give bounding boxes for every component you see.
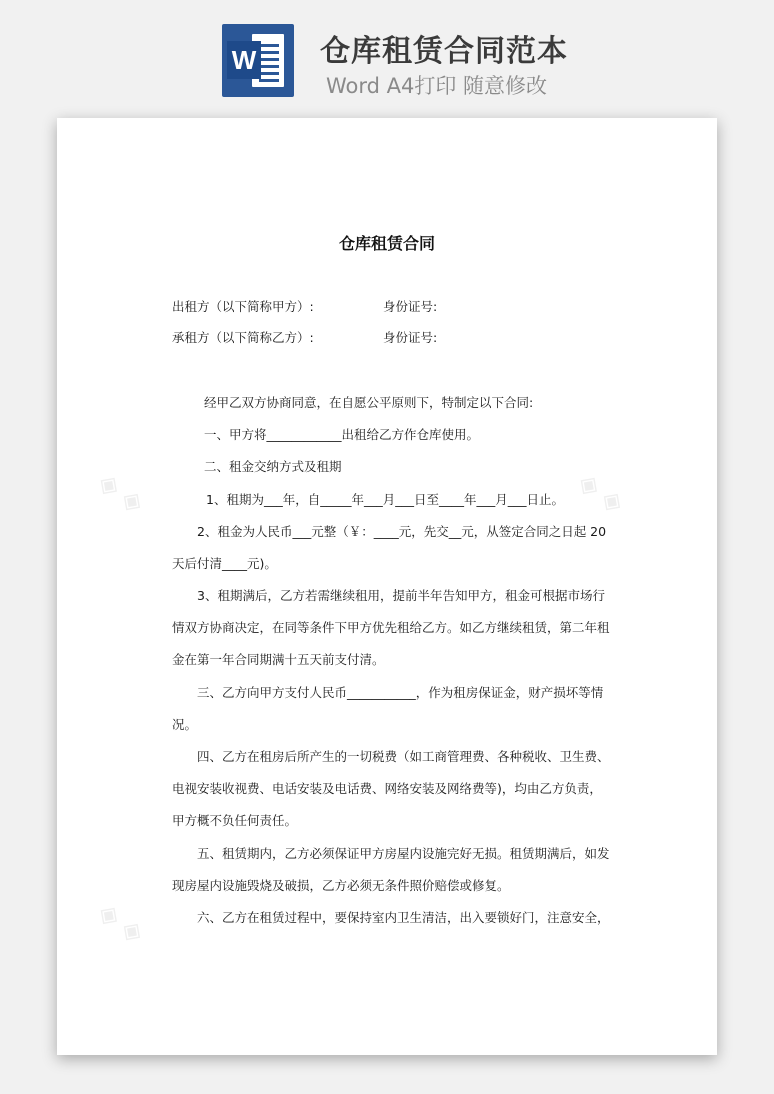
word-icon-letter: W	[227, 41, 261, 79]
paragraph-line: 情双方协商决定，在同等条件下甲方优先租给乙方。如乙方继续租赁，第二年租	[172, 620, 610, 635]
paragraph-line: 电视安装收视费、电话安装及电话费、网络安装及网络费等)，均由乙方负责，	[172, 781, 602, 796]
lessor-id-label: 身份证号:	[383, 299, 438, 314]
lessor-label: 出租方（以下简称甲方）:	[172, 299, 314, 314]
watermark: ◈ ◈	[92, 466, 150, 520]
paragraph-line: 现房屋内设施毁烧及破损，乙方必须无条件照价赔偿或修复。	[172, 878, 510, 893]
paragraph-line: 三、乙方向甲方支付人民币___________，作为租房保证金，财产损坏等情	[197, 685, 604, 700]
paragraph-line: 1、租期为___年，自_____年___月___日至____年___月___日止。	[206, 492, 564, 507]
watermark: ◈ ◈	[92, 896, 150, 950]
paragraph-line: 2、租金为人民币___元整（￥：____元，先交__元，从签定合同之日起 20	[197, 524, 607, 539]
paragraph-line: 六、乙方在租赁过程中，要保持室内卫生清洁，出入要锁好门，注意安全，	[197, 910, 610, 925]
paragraph-line: 五、租赁期内，乙方必须保证甲方房屋内设施完好无损。租赁期满后，如发	[197, 846, 610, 861]
paragraph-line: 3、租期满后，乙方若需继续租用，提前半年告知甲方，租金可根据市场行	[197, 588, 605, 603]
header-title: 仓库租赁合同范本	[320, 34, 568, 69]
document-title: 仓库租赁合同	[338, 234, 435, 253]
paragraph-line: 天后付清____元)。	[172, 556, 277, 571]
document-page	[57, 118, 717, 1055]
header-subtitle: Word A4打印 随意修改	[326, 74, 548, 98]
word-icon	[222, 24, 294, 97]
lessee-label: 承租方（以下简称乙方）:	[172, 330, 314, 345]
page-header	[0, 0, 774, 110]
paragraph-line: 经甲乙双方协商同意，在自愿公平原则下，特制定以下合同:	[204, 395, 534, 410]
paragraph-line: 二、租金交纳方式及租期	[204, 459, 342, 474]
paragraph-line: 一、甲方将____________出租给乙方作仓库使用。	[204, 427, 480, 442]
paragraph-line: 金在第一年合同期满十五天前支付清。	[172, 652, 385, 667]
paragraph-line: 甲方概不负任何责任。	[172, 813, 298, 828]
watermark: ◈ ◈	[572, 466, 630, 520]
lessee-id-label: 身份证号:	[383, 330, 438, 345]
paragraph-line: 四、乙方在租房后所产生的一切税费（如工商管理费、各种税收、卫生费、	[197, 749, 610, 764]
paragraph-line: 况。	[172, 717, 198, 732]
